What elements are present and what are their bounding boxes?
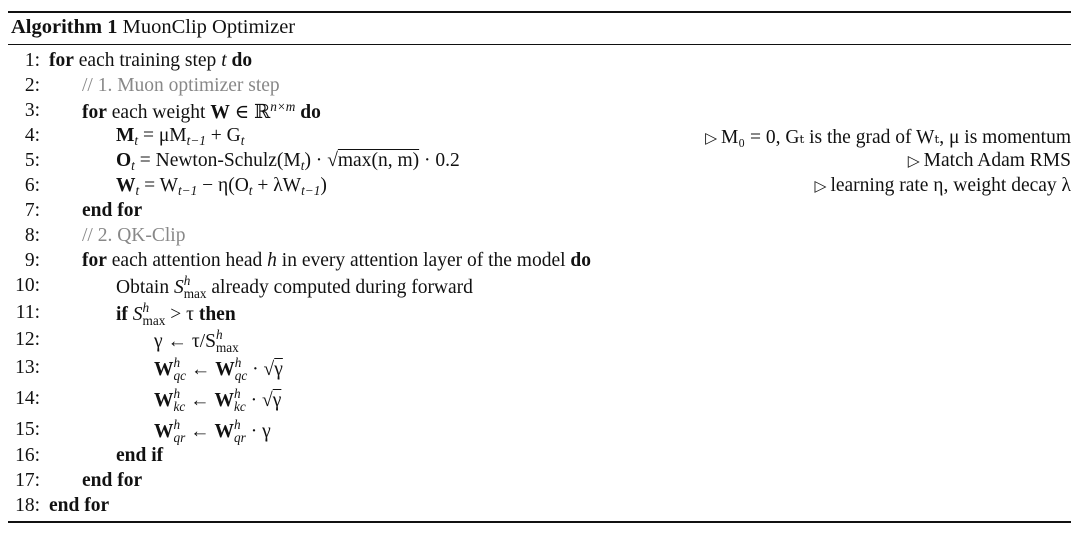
title-rule <box>8 44 1071 45</box>
line-number: 15: <box>15 419 40 440</box>
algorithm-line <box>8 302 1071 327</box>
triangle-icon: ▷ <box>907 153 924 170</box>
algorithm-line <box>8 357 1071 382</box>
line-code: W h qr ← W h qr · γ <box>154 417 271 445</box>
algorithm-line <box>8 225 1071 250</box>
algorithm-line <box>8 50 1071 75</box>
line-number: 18: <box>15 495 40 516</box>
algorithm-label: Algorithm 1 <box>11 16 118 38</box>
top-rule <box>8 11 1071 13</box>
algorithm-line <box>8 329 1071 354</box>
comment: // 2. QK-Clip <box>82 225 186 246</box>
line-number: 17: <box>15 470 40 491</box>
line-code: γ ← τ/S h max <box>154 327 239 355</box>
line-code: end if <box>116 445 164 466</box>
algorithm-line <box>8 495 1071 520</box>
algorithm-title <box>11 16 295 39</box>
line-code: for each training step t do <box>49 50 253 71</box>
algorithm-line <box>8 175 1071 200</box>
line-code: Obtain S h max already computed during forward <box>116 273 473 301</box>
line-code: $O_t$ = Newton-$Schulz(M_t) \cdot √\max(n$, m) · 0.2 <box>116 150 460 173</box>
triangle-icon: ▷ <box>705 130 721 147</box>
line-number: 6: <box>24 175 40 196</box>
algorithm-line <box>8 445 1071 470</box>
comment: // 1. Muon optimizer step <box>82 75 280 96</box>
line-number: 9: <box>24 250 40 271</box>
line-comment: ▷ learning rate η, weight decay λ <box>814 175 1071 196</box>
algorithm-line <box>8 100 1071 125</box>
algorithm-line <box>8 470 1071 495</box>
line-code: if S h max > τ then <box>116 300 236 328</box>
line-code: $M_t = \mu M_{t-1} + G_t$ <box>116 125 245 148</box>
line-number: 14: <box>15 388 40 409</box>
line-number: 13: <box>15 357 40 378</box>
bottom-rule <box>8 521 1071 523</box>
line-number: 12: <box>15 329 40 350</box>
line-comment: ▷ Match Adam RMS <box>907 150 1071 171</box>
triangle-icon: ▷ <box>814 178 831 195</box>
line-number: 1: <box>24 50 40 71</box>
line-code: end for <box>82 200 143 221</box>
line-number: 16: <box>15 445 40 466</box>
line-number: 4: <box>24 125 40 146</box>
line-number: 11: <box>15 302 40 323</box>
algorithm-line <box>8 419 1071 444</box>
algorithm-line <box>8 250 1071 275</box>
algorithm-line <box>8 125 1071 150</box>
algorithm-line <box>8 150 1071 175</box>
algorithm-line <box>8 275 1071 300</box>
line-code: W h kc ← W h kc · √γ <box>154 386 282 414</box>
line-comment: ▷ M₀ = 0, Gₜ is the grad of Wₜ, μ is momentum <box>705 127 1071 148</box>
line-number: 5: <box>24 150 40 171</box>
line-number: 7: <box>24 200 40 221</box>
line-code: for each weight W ∈ ℝ$^{n\times m}$ do <box>82 99 321 123</box>
line-number: 10: <box>15 275 40 296</box>
algorithm-box <box>8 11 1071 523</box>
line-number: 2: <box>24 75 40 96</box>
line-code: $W_t = W_{t-1} - \eta(O_t + \lambda W_{t-1})$ <box>116 175 327 198</box>
algorithm-line <box>8 75 1071 100</box>
algorithm-line <box>8 388 1071 413</box>
line-code: W h qc ← W h qc · √γ <box>154 355 283 383</box>
line-number: 3: <box>24 100 40 121</box>
line-code: for each attention head h in every attention layer of the model do <box>82 250 592 271</box>
algorithm-name: MuonClip Optimizer <box>122 16 296 38</box>
line-code: end for <box>49 495 110 516</box>
line-code: end for <box>82 470 143 491</box>
algorithm-line <box>8 200 1071 225</box>
line-number: 8: <box>24 225 40 246</box>
